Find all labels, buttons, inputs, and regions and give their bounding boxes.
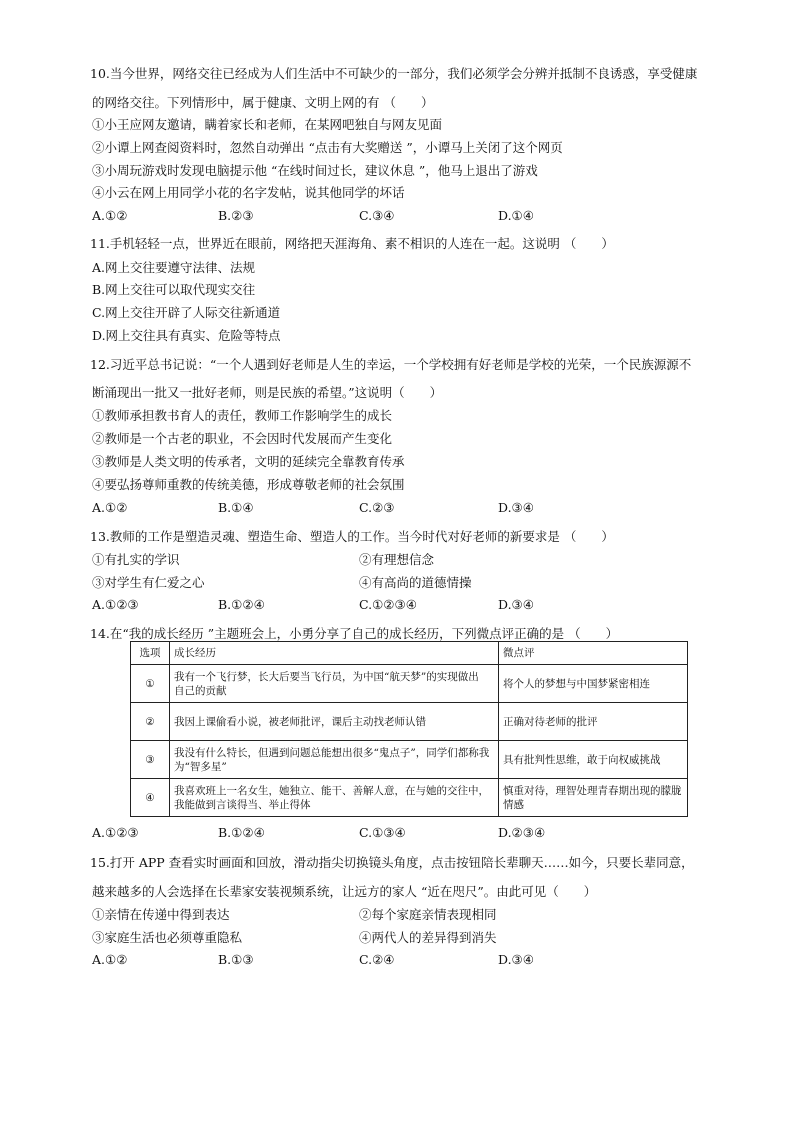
table-header-cell: 选项	[131, 642, 170, 665]
table-cell-option: ②	[131, 703, 170, 741]
q10-item: ③小周玩游戏时发现电脑提示他 “在线时间过长，建议休息 ”，他马上退出了游戏	[92, 163, 538, 178]
cell-text: 我能做到言谈得当、举止得体	[174, 798, 311, 811]
cell-text: 自己的贡献	[174, 684, 227, 697]
cell-text: 我有一个飞行梦，长大后要当飞行员，为中国“航天梦”的实现做出	[174, 670, 479, 683]
table-cell-option: ①	[131, 665, 170, 703]
q12-item: ②教师是一个古老的职业，不会因时代发展而产生变化	[92, 431, 393, 446]
cell-text: 慎重对待，理智处理青春期出现的朦胧	[503, 784, 682, 797]
q11-stem: 11.手机轻轻一点，世界近在眼前，网络把天涯海角、素不相识的人连在一起。这说明 （ ）	[90, 236, 614, 251]
q12-option-c: C.②③	[359, 500, 395, 515]
q14-table	[130, 641, 688, 817]
q14-option-a: A.①②③	[92, 825, 139, 840]
table-cell-comment	[499, 703, 688, 741]
table-cell-experience	[170, 741, 499, 779]
cell-text: 为“智多星”	[174, 760, 227, 773]
table-cell-option: ④	[131, 779, 170, 817]
q13-option-a: A.①②③	[92, 597, 139, 612]
q10-option-c: C.③④	[359, 208, 395, 223]
q11-choice-c: C.网上交往开辟了人际交往新通道	[92, 305, 281, 320]
q13-stem: 13.教师的工作是塑造灵魂、塑造生命、塑造人的工作。当今时代对好老师的新要求是 （ ）	[90, 529, 614, 544]
q14-stem: 14.在“我的成长经历 ”主题班会上，小勇分享了自己的成长经历，下列微点评正确的是 （ ）	[90, 626, 619, 641]
q15-option-d: D.③④	[498, 952, 534, 967]
cell-text: 将个人的梦想与中国梦紧密相连	[503, 677, 650, 690]
q12-stem-line1: 12.习近平总书记说：“一个人遇到好老师是人生的幸运，一个学校拥有好老师是学校的光荣，一个民族源源不	[90, 357, 692, 372]
q13-item: ①有扎实的学识	[92, 552, 180, 567]
q14-option-d: D.②③④	[498, 825, 546, 840]
q15-item: ④两代人的差异得到消失	[359, 930, 497, 945]
table-row	[131, 741, 688, 779]
q13-item: ②有理想信念	[359, 552, 435, 567]
q13-option-d: D.③④	[498, 597, 534, 612]
q13-option-b: B.①②④	[218, 597, 265, 612]
cell-text: 正确对待老师的批评	[503, 715, 598, 728]
table-header-row	[131, 642, 688, 665]
q14-option-b: B.①②④	[218, 825, 265, 840]
q10-option-a: A.①②	[92, 208, 128, 223]
table-cell-experience	[170, 665, 499, 703]
table-row	[131, 703, 688, 741]
q12-item: ④要弘扬尊师重教的传统美德，形成尊敬老师的社会氛围	[92, 477, 405, 492]
q15-option-a: A.①②	[92, 952, 128, 967]
q13-item: ④有高尚的道德情操	[359, 575, 472, 590]
table-cell-comment	[499, 665, 688, 703]
q12-item: ③教师是人类文明的传承者，文明的延续完全靠教育传承	[92, 454, 405, 469]
cell-text: 我喜欢班上一名女生，她独立、能干、善解人意，在与她的交往中，	[174, 784, 489, 797]
q10-item: ②小谭上网查阅资料时，忽然自动弹出 “点击有大奖赠送 ”，小谭马上关闭了这个网页	[92, 140, 563, 155]
table-cell-comment	[499, 741, 688, 779]
q14-option-c: C.①③④	[359, 825, 406, 840]
q11-choice-b: B.网上交往可以取代现实交往	[92, 282, 256, 297]
q15-item: ②每个家庭亲情表现相同	[359, 907, 497, 922]
table-cell-experience	[170, 779, 499, 817]
q10-option-d: D.①④	[498, 208, 534, 223]
table-cell-experience	[170, 703, 499, 741]
table-row	[131, 779, 688, 817]
q10-stem-line2: 的网络交往。下列情形中，属于健康、文明上网的有 （ ）	[92, 95, 434, 110]
q15-item: ①亲情在传递中得到表达	[92, 907, 230, 922]
q11-choice-d: D.网上交往具有真实、危险等特点	[92, 328, 281, 343]
cell-text: 情感	[503, 798, 524, 811]
q15-stem-line2: 越来越多的人会选择在长辈家安装视频系统，让远方的家人 “近在咫尺”。由此可见（ ）	[92, 884, 597, 899]
cell-text: 我没有什么特长，但遇到问题总能想出很多“鬼点子”，同学们都称我	[174, 746, 490, 759]
cell-text: 我因上课偷看小说，被老师批评，课后主动找老师认错	[174, 715, 426, 728]
cell-text: 具有批判性思维，敢于向权威挑战	[503, 753, 661, 766]
q10-item: ④小云在网上用同学小花的名字发帖，说其他同学的坏话	[92, 185, 405, 200]
q13-option-c: C.①②③④	[359, 597, 417, 612]
q13-item: ③对学生有仁爱之心	[92, 575, 205, 590]
q12-stem-line2: 断涌现出一批又一批好老师，则是民族的希望。”这说明（ ）	[92, 385, 443, 400]
q15-option-c: C.②④	[359, 952, 395, 967]
q12-option-a: A.①②	[92, 500, 128, 515]
q15-stem-line1: 15.打开 APP 查看实时画面和回放，滑动指尖切换镜头角度，点击按钮陪长辈聊天……如今，只要长辈同意，	[90, 855, 694, 870]
table-cell-comment	[499, 779, 688, 817]
q12-option-b: B.①④	[218, 500, 254, 515]
table-row	[131, 665, 688, 703]
q15-option-b: B.①③	[218, 952, 254, 967]
table-cell-option: ③	[131, 741, 170, 779]
q11-choice-a: A.网上交往要遵守法律、法规	[92, 260, 256, 275]
q10-option-b: B.②③	[218, 208, 254, 223]
q10-stem-line1: 10.当今世界，网络交往已经成为人们生活中不可缺少的一部分，我们必须学会分辨并抵制不良诱惑，享受健康	[90, 66, 698, 81]
q12-item: ①教师承担教书育人的责任，教师工作影响学生的成长	[92, 408, 393, 423]
q10-item: ①小王应网友邀请，瞒着家长和老师，在某网吧独自与网友见面	[92, 117, 443, 132]
q12-option-d: D.③④	[498, 500, 534, 515]
table-header-cell: 成长经历	[170, 642, 499, 665]
q15-item: ③家庭生活也必须尊重隐私	[92, 930, 243, 945]
table-header-cell: 微点评	[499, 642, 688, 665]
